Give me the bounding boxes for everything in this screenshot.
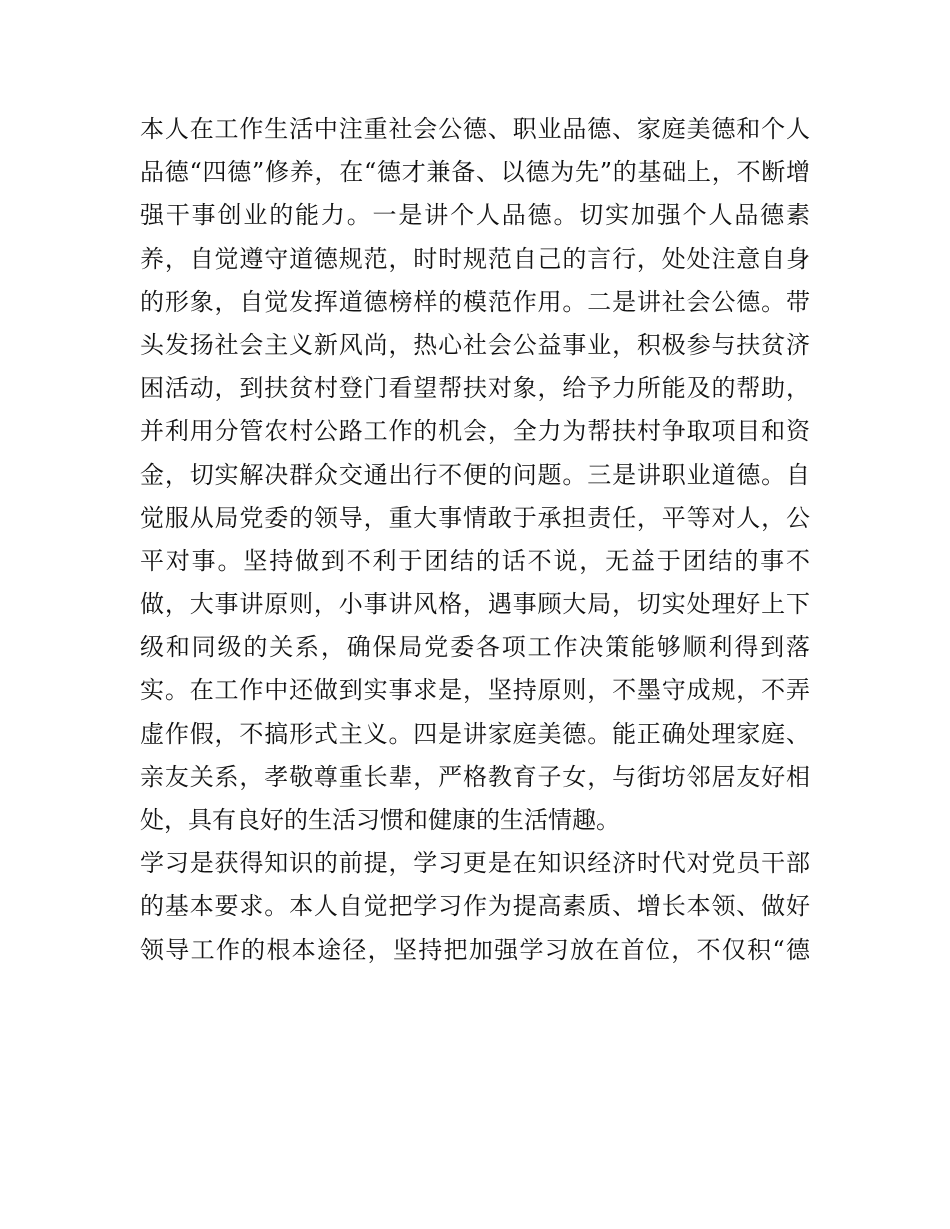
text-line: 虚作假，不搞形式主义。四是讲家庭美德。能正确处理家庭、 [140,719,810,748]
text-line: 养，自觉遵守道德规范，时时规范自己的言行，处处注意自身 [140,244,810,273]
text-line: 头发扬社会主义新风尚，热心社会公益事业，积极参与扶贫济 [140,330,810,359]
paragraph-four-virtues [140,108,810,842]
text-line: 平对事。坚持做到不利于团结的话不说，无益于团结的事不 [140,546,810,575]
text-line: 处，具有良好的生活习惯和健康的生活情趣。 [140,806,620,834]
text-line: 亲友关系，孝敬尊重长辈，严格教育子女，与街坊邻居友好相 [140,762,810,791]
text-line: 觉服从局党委的领导，重大事情敢于承担责任，平等对人，公 [140,503,810,532]
text-line: 本人在工作生活中注重社会公德、职业品德、家庭美德和个人 [140,115,810,143]
text-line: 强干事创业的能力。一是讲个人品德。切实加强个人品德素 [140,201,810,230]
document-body [140,108,810,972]
text-line: 金，切实解决群众交通出行不便的问题。三是讲职业道德。自 [140,460,810,489]
text-line: 级和同级的关系，确保局党委各项工作决策能够顺利得到落 [140,633,810,662]
text-line: 实。在工作中还做到实事求是，坚持原则，不墨守成规，不弄 [140,676,810,705]
text-line: 领导工作的根本途径，坚持把加强学习放在首位，不仅积“德 [140,935,810,964]
text-line: 品德“四德”修养，在“德才兼备、以德为先”的基础上，不断增 [140,158,810,187]
text-line: 的基本要求。本人自觉把学习作为提高素质、增长本领、做好 [140,892,810,921]
text-line: 困活动，到扶贫村登门看望帮扶对象，给予力所能及的帮助， [140,374,810,403]
text-line: 并利用分管农村公路工作的机会，全力为帮扶村争取项目和资 [140,417,810,446]
text-line: 的形象，自觉发挥道德榜样的模范作用。二是讲社会公德。带 [140,287,810,316]
text-line: 学习是获得知识的前提，学习更是在知识经济时代对党员干部 [140,849,810,878]
text-line: 做，大事讲原则，小事讲风格，遇事顾大局，切实处理好上下 [140,590,810,619]
paragraph-study [140,842,810,972]
